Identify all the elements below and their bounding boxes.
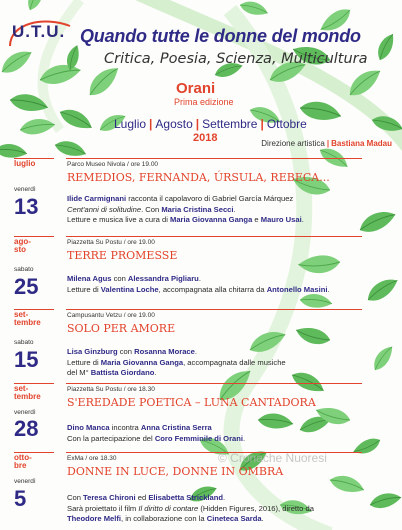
- event-venue: Piazzetta Su Postu / ore 19.00: [67, 239, 155, 246]
- watermark: © Cronache Nuoresi: [218, 451, 327, 465]
- event-description: Milena Agus con Alessandra Pigliaru. Letture di Valentina Loche, accompagnata alla chitarra da Antonello Masini.: [67, 274, 330, 294]
- event-month: set- tembre: [14, 310, 41, 327]
- event-title: S'EREDADE POETICA – LUNA CANTADORA: [67, 396, 316, 409]
- divider: [66, 309, 362, 310]
- event-weekday: venerdì: [14, 478, 36, 485]
- event-month: set- tembre: [14, 384, 41, 401]
- event-title: SOLO PER AMORE: [67, 322, 176, 335]
- event-venue: Campusantu Vetzu / ore 19.00: [67, 312, 155, 319]
- city-name: Orani: [176, 80, 216, 97]
- separator: |: [195, 117, 200, 131]
- event-weekday: sabato: [14, 339, 34, 346]
- event-venue: Parco Museo Nivola / ore 19.00: [67, 161, 159, 168]
- event-day: 25: [14, 274, 39, 299]
- month-item: Luglio: [114, 117, 147, 131]
- divider: [66, 383, 362, 384]
- page-title: Quando tutte le donne del mondo: [80, 26, 361, 46]
- director-name: Bastiana Madau: [331, 139, 392, 148]
- event-description: Ilide Carmignani racconta il capolavoro di Gabriel García Márquez Cent'anni di solitudine. Con Maria Cristina Secci. Letture e musica live a cura di Maria Giovanna Ganga e Mauro Usai.: [67, 194, 304, 224]
- event-day: 28: [14, 416, 39, 441]
- divider: [66, 158, 362, 159]
- artistic-director: [261, 139, 392, 148]
- event-day: 5: [14, 486, 27, 511]
- event-title: TERRE PROMESSE: [67, 249, 178, 262]
- event-month: luglio: [14, 159, 36, 168]
- event-title: DONNE IN LUCE, DONNE IN OMBRA: [67, 465, 284, 478]
- separator: |: [326, 139, 330, 148]
- month-item: Settembre: [202, 117, 258, 131]
- separator: |: [260, 117, 264, 131]
- event-weekday: sabato: [14, 266, 34, 273]
- event-description: Dino Manca incontra Anna Cristina Serra Con la partecipazione del Coro Femminile di Orani.: [67, 423, 246, 443]
- page-subtitle: Critica, Poesia, Scienza, Multicultura: [104, 51, 368, 67]
- separator: |: [149, 117, 153, 131]
- event-venue: Piazzetta Su Postu / ore 18.30: [67, 386, 155, 393]
- event-weekday: venerdì: [14, 409, 36, 416]
- event-description: Con Teresa Chironi ed Elisabetta Strickland. Sarà proiettato il film Il diritto di contare (Hidden Figures, 2016), diretto da Theodore Melfi, in collaborazione con la Cineteca Sarda.: [67, 493, 314, 523]
- utu-logo-text: U.T.U.: [12, 22, 66, 41]
- festival-year: 2018: [193, 132, 218, 144]
- divider: [66, 236, 362, 237]
- event-venue: ExMa / ore 18.30: [67, 455, 117, 462]
- month-item: Ottobre: [266, 117, 307, 131]
- event-description: Lisa Ginzburg con Rosanna Morace. Letture di Maria Giovanna Ganga, accompagnata dalle musiche del M° Battista Giordano.: [67, 347, 286, 377]
- edition-label: Prima edizione: [174, 97, 234, 107]
- event-weekday: venerdì: [14, 186, 36, 193]
- month-item: Agosto: [155, 117, 193, 131]
- event-month: ago- sto: [14, 237, 31, 254]
- event-title: REMEDIOS, FERNANDA, ÚRSULA, REBECA...: [67, 171, 330, 184]
- event-day: 13: [14, 194, 39, 219]
- event-day: 15: [14, 347, 39, 372]
- event-month: otto- bre: [14, 453, 32, 470]
- month-list: [114, 117, 307, 131]
- director-label: Direzione artistica: [261, 139, 325, 148]
